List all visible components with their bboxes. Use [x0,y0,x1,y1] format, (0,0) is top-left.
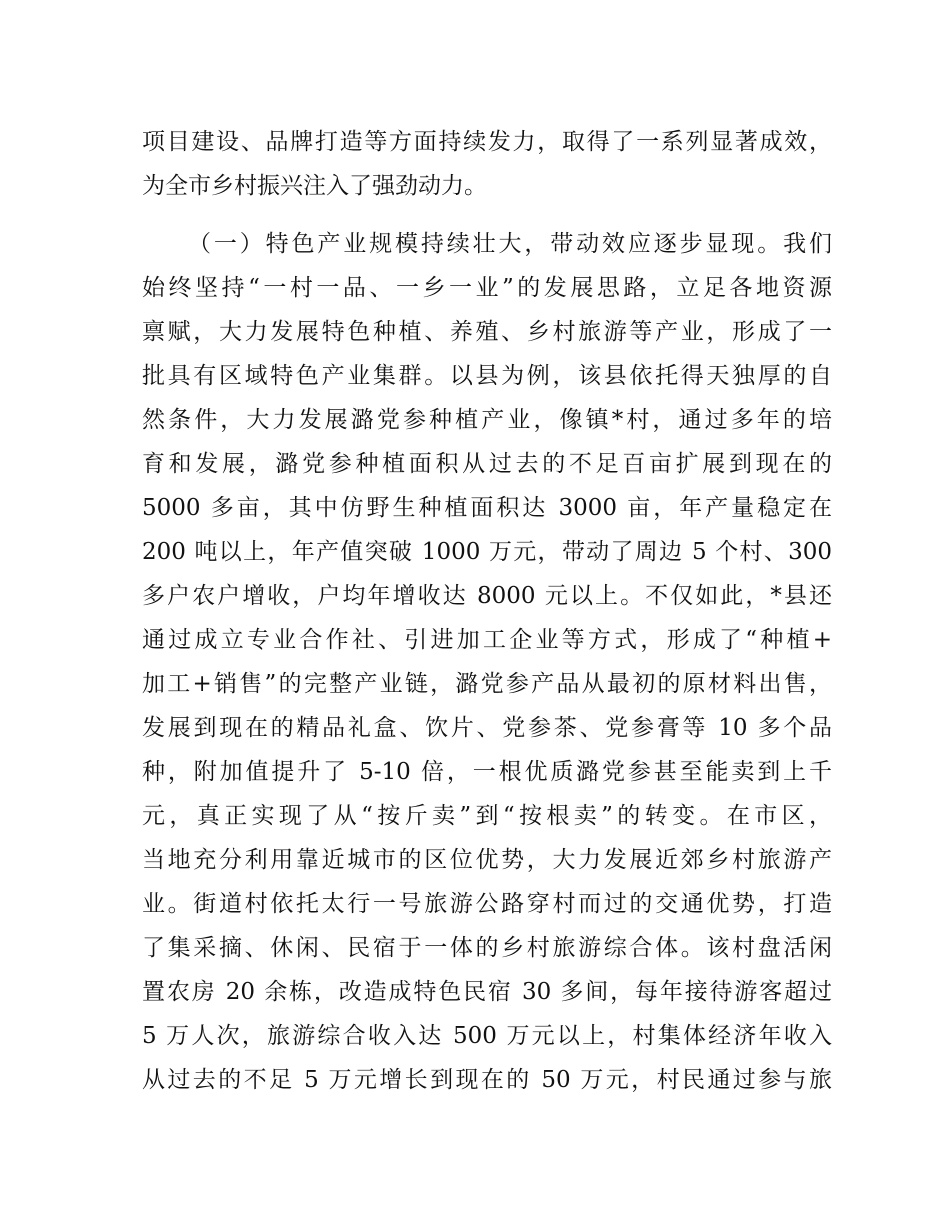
text-line: 始终坚持“一村一品、一乡一业”的发展思路，立足各地资源 [142,275,832,301]
text-line: 批具有区域特色产业集群。以县为例，该县依托得天独厚的自 [142,363,832,389]
paragraph-specialty-industry [142,222,832,1102]
text-line: 通过成立专业合作社、引进加工企业等方式，形成了“种植+ [142,627,832,653]
section-heading-line: （一）特色产业规模持续壮大，带动效应逐步显现。我们 [188,231,832,257]
text-line: 200 吨以上，年产值突破 1000 万元，带动了周边 5 个村、300 [142,539,832,565]
paragraph-intro [142,120,832,208]
text-line: 置农房 20 余栋，改造成特色民宿 30 多间，每年接待游客超过 [142,979,832,1005]
paragraph-spacing [142,208,832,222]
text-line: 项目建设、品牌打造等方面持续发力，取得了一系列显著成效， [142,129,832,155]
text-line: 加工+销售”的完整产业链，潞党参产品从最初的原材料出售， [142,671,832,697]
text-line: 当地充分利用靠近城市的区位优势，大力发展近郊乡村旅游产 [142,847,832,873]
text-line: 业。街道村依托太行一号旅游公路穿村而过的交通优势，打造 [142,891,832,917]
text-line: 然条件，大力发展潞党参种植产业，像镇*村，通过多年的培 [142,407,832,433]
text-line: 种，附加值提升了 5-10 倍，一根优质潞党参甚至能卖到上千 [142,759,832,785]
text-line: 育和发展，潞党参种植面积从过去的不足百亩扩展到现在的 [142,451,832,477]
text-line: 5 万人次，旅游综合收入达 500 万元以上，村集体经济年收入 [142,1023,832,1049]
text-line: 多户农户增收，户均年增收达 8000 元以上。不仅如此，*县还 [142,583,832,609]
text-line: 从过去的不足 5 万元增长到现在的 50 万元，村民通过参与旅 [142,1067,832,1093]
text-line: 发展到现在的精品礼盒、饮片、党参茶、党参膏等 10 多个品 [142,715,832,741]
text-line: 元，真正实现了从“按斤卖”到“按根卖”的转变。在市区， [142,803,832,829]
text-line: 了集采摘、休闲、民宿于一体的乡村旅游综合体。该村盘活闲 [142,935,832,961]
text-line: 禀赋，大力发展特色种植、养殖、乡村旅游等产业，形成了一 [142,319,832,345]
text-line: 为全市乡村振兴注入了强劲动力。 [142,173,487,199]
document-body [142,120,832,1102]
text-line: 5000 多亩，其中仿野生种植面积达 3000 亩，年产量稳定在 [142,495,832,521]
